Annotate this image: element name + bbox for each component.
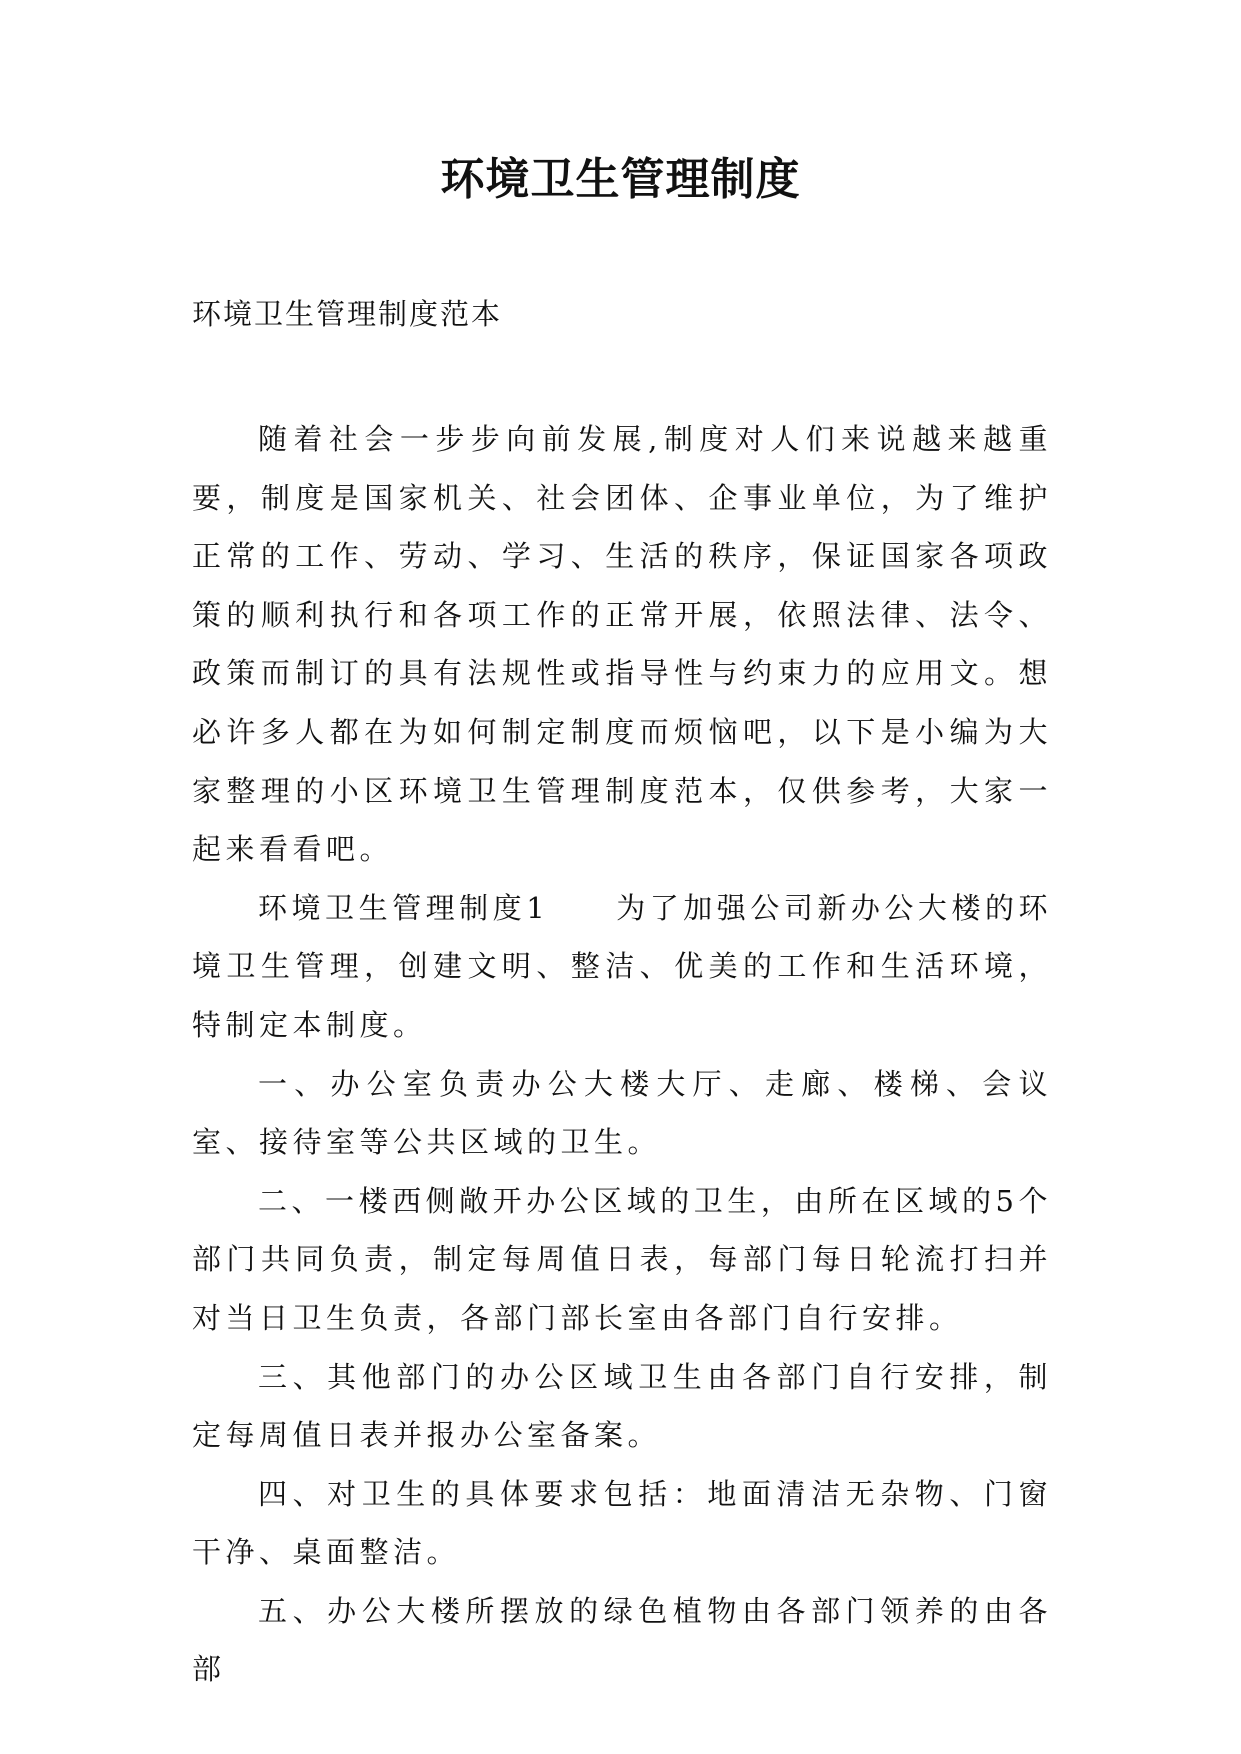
paragraph-item-4: 四、对卫生的具体要求包括：地面清洁无杂物、门窗干净、桌面整洁。	[192, 1476, 1052, 1570]
document-subtitle: 环境卫生管理制度范本	[192, 297, 503, 331]
paragraph-item-5: 五、办公大楼所摆放的绿色植物由各部门领养的由各部	[192, 1593, 1052, 1687]
paragraph-item-1: 一、办公室负责办公大楼大厅、走廊、楼梯、会议室、接待室等公共区域的卫生。	[192, 1066, 1052, 1160]
document-body	[192, 410, 1052, 1699]
paragraph-item-2: 二、一楼西侧敞开办公区域的卫生，由所在区域的5个部门共同负责，制定每周值日表，每部门每日轮流打扫并对当日卫生负责，各部门部长室由各部门自行安排。	[192, 1183, 1052, 1335]
paragraph-intro: 随着社会一步步向前发展,制度对人们来说越来越重要，制度是国家机关、社会团体、企事业单位，为了维护正常的工作、劳动、学习、生活的秩序，保证国家各项政策的顺利执行和各项工作的正常开展，依照法律、法令、政策而制订的具有法规性或指导性与约束力的应用文。想必许多人都在为如何制定制度而烦恼吧，以下是小编为大家整理的小区环境卫生管理制度范本，仅供参考，大家一起来看看吧。	[192, 422, 1052, 867]
document-title: 环境卫生管理制度	[440, 154, 801, 205]
paragraph-regulation-1: 环境卫生管理制度1 为了加强公司新办公大楼的环境卫生管理，创建文明、整洁、优美的工作和生活环境，特制定本制度。	[192, 890, 1052, 1042]
paragraph-item-3: 三、其他部门的办公区域卫生由各部门自行安排，制定每周值日表并报办公室备案。	[192, 1359, 1052, 1453]
